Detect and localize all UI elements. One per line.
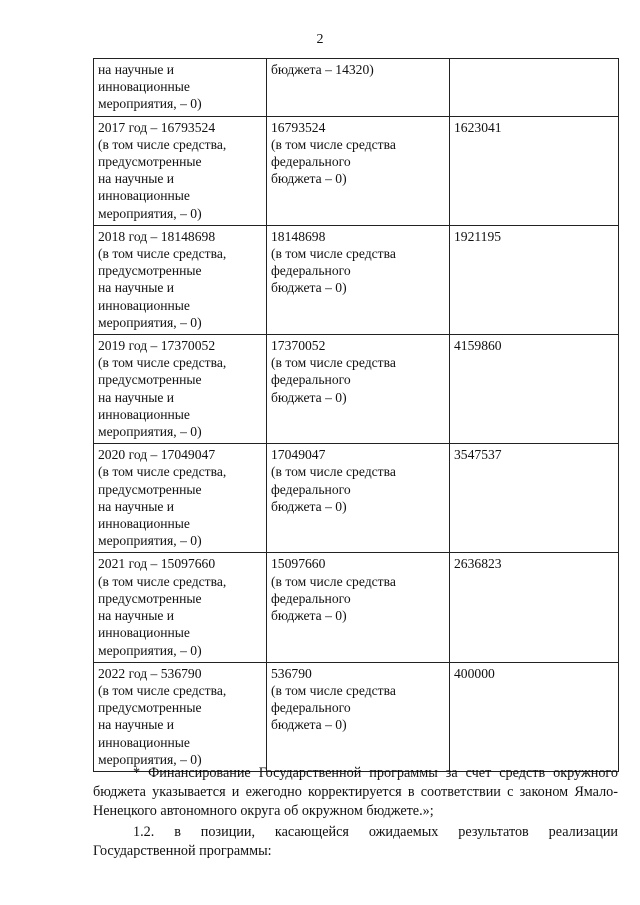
cell-text-line: мероприятия, – 0) [98,642,202,658]
extra-funding-cell [450,116,619,225]
cell-text-line: (в том числе средства [271,464,396,480]
cell-text-line: бюджета – 0) [271,498,347,514]
cell-text-line: бюджета – 0) [271,717,347,733]
cell-text-line: на научные и [98,717,175,733]
cell-text-line: инновационные [98,297,190,313]
cell-text-line: инновационные [98,625,190,641]
cell-text-line: 2636823 [454,556,502,572]
cell-text-line: мероприятия, – 0) [98,314,202,330]
cell-text-line: 2019 год – 17370052 [98,338,216,354]
financing-table-body [94,59,619,772]
year-total-cell [94,553,267,662]
cell-text-line: бюджета – 0) [271,171,347,187]
cell-text-line: (в том числе средства [271,355,396,371]
cell-text-line: предусмотренные [98,590,202,606]
cell-text-line: федерального [271,154,351,170]
cell-text-line: предусмотренные [98,154,202,170]
cell-text-line: 2017 год – 16793524 [98,119,216,135]
table-row [94,662,619,771]
year-total-cell [94,335,267,444]
cell-text-line: 2021 год – 15097660 [98,556,216,572]
cell-text-line: инновационные [98,734,190,750]
cell-text-line: (в том числе средства, [98,246,227,262]
year-total-cell [94,444,267,553]
cell-text-line: федерального [271,372,351,388]
district-budget-cell [267,116,450,225]
cell-text-line: на научные и [98,280,175,296]
cell-text-line: инновационные [98,516,190,532]
cell-text-line: федерального [271,263,351,279]
page-number: 2 [316,32,324,47]
cell-text-line: 2018 год – 18148698 [98,228,216,244]
extra-funding-cell [450,553,619,662]
cell-text-line: (в том числе средства, [98,573,227,589]
district-budget-cell [267,444,450,553]
footnote-block [93,764,618,861]
cell-text-line: бюджета – 14320) [271,62,374,77]
cell-text-line: 400000 [454,665,495,681]
district-budget-cell [267,59,450,117]
cell-text-line: (в том числе средства, [98,682,227,698]
cell-text-line: 16793524 [271,119,326,135]
district-budget-cell [267,662,450,771]
cell-text-line: 1623041 [454,119,502,135]
table-row [94,335,619,444]
cell-text-line: на научные и [98,171,175,187]
cell-text-line: предусмотренные [98,481,202,497]
extra-funding-cell [450,59,619,117]
year-total-cell [94,225,267,334]
extra-funding-cell [450,662,619,771]
cell-text-line: федерального [271,700,351,716]
table-row [94,116,619,225]
cell-text-line: (в том числе средства [271,136,396,152]
cell-text-line: 17370052 [271,338,326,354]
cell-text-line: 4159860 [454,338,502,354]
extra-funding-cell [450,444,619,553]
table-row [94,553,619,662]
cell-text-line: (в том числе средства, [98,136,227,152]
year-total-cell [94,59,267,117]
cell-text-line: инновационные [98,406,190,422]
cell-text-line: инновационные [98,79,190,95]
financing-table [93,58,619,772]
district-budget-cell [267,335,450,444]
cell-text-line: (в том числе средства [271,246,396,262]
cell-text-line: предусмотренные [98,700,202,716]
cell-text-line: мероприятия, – 0) [98,533,202,549]
cell-text-line: федерального [271,481,351,497]
cell-text-line: 3547537 [454,447,502,463]
cell-text-line: бюджета – 0) [271,608,347,624]
cell-text-line: 17049047 [271,447,326,463]
cell-text-line: на научные и [98,498,175,514]
cell-text-line: 1921195 [454,228,502,244]
cell-text-line: федерального [271,590,351,606]
cell-text-line: 18148698 [271,228,326,244]
cell-text-line: мероприятия, – 0) [98,751,202,767]
district-budget-cell [267,225,450,334]
cell-text-line: 536790 [271,665,312,681]
extra-funding-cell [450,335,619,444]
cell-text-line: мероприятия, – 0) [98,96,202,112]
list-item-1-2: 1.2. в позиции, касающейся ожидаемых результатов реализации Государственной программы: [93,824,618,859]
cell-text-line: на научные и [98,608,175,624]
table-row [94,225,619,334]
district-budget-cell [267,553,450,662]
cell-text-line: инновационные [98,188,190,204]
year-total-cell [94,662,267,771]
cell-text-line: предусмотренные [98,372,202,388]
cell-text-line: (в том числе средства [271,573,396,589]
cell-text-line: (в том числе средства, [98,464,227,480]
cell-text-line: мероприятия, – 0) [98,205,202,221]
cell-text-line: бюджета – 0) [271,389,347,405]
cell-text-line: предусмотренные [98,263,202,279]
cell-text-line: (в том числе средства, [98,355,227,371]
cell-text-line: (в том числе средства [271,682,396,698]
cell-text-line: на научные и [98,389,175,405]
footnote-text: * Финансирование Государственной программы за счет средств окружного бюджета указывается и ежегодно корректируется в соответствии с законом Ямало-Ненецкого автономного округа об окружном бюджете.»; [93,765,618,819]
cell-text-line: 2020 год – 17049047 [98,447,216,463]
cell-text-line: бюджета – 0) [271,280,347,296]
table-row [94,59,619,117]
year-total-cell [94,116,267,225]
cell-text-line: 15097660 [271,556,326,572]
cell-text-line: мероприятия, – 0) [98,424,202,440]
cell-text-line: на научные и [98,62,175,77]
extra-funding-cell [450,225,619,334]
cell-text-line: 2022 год – 536790 [98,665,202,681]
table-row [94,444,619,553]
